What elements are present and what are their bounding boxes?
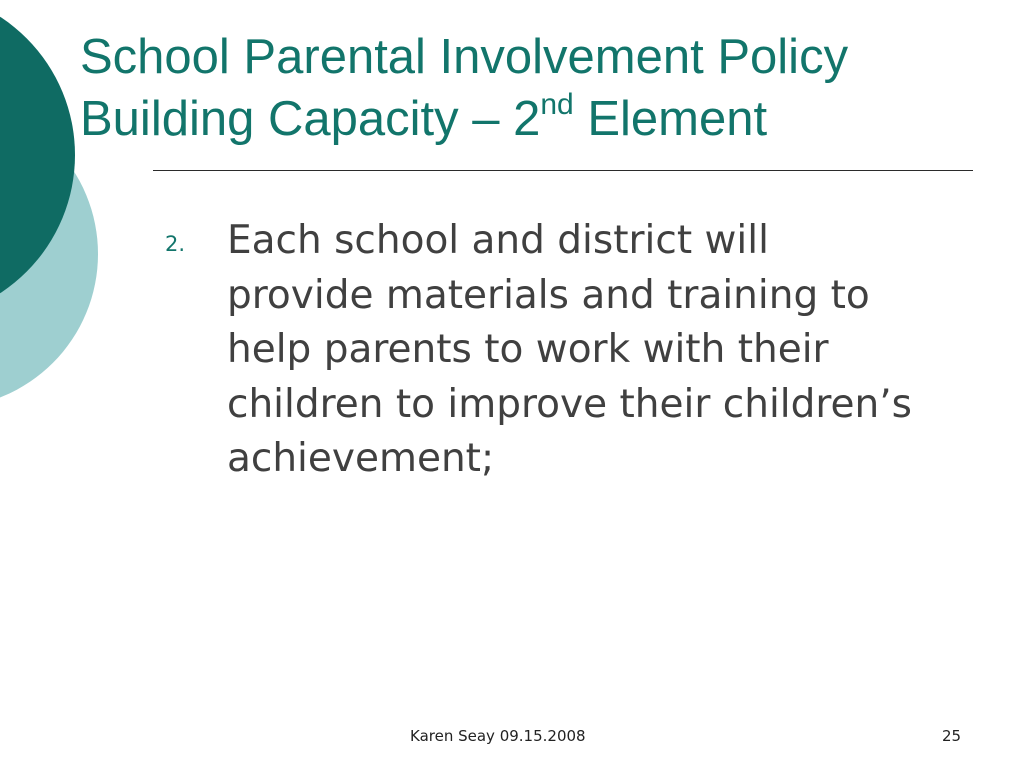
slide-title (80, 26, 1010, 150)
footer-text: Karen Seay 09.15.2008 (410, 727, 586, 745)
title-divider (153, 170, 973, 171)
title-line-2-prefix: Building Capacity – 2 (80, 92, 541, 146)
title-line-2 (80, 88, 1010, 150)
list-item-number: 2. (165, 232, 186, 256)
title-line-2-suffix: Element (573, 92, 768, 146)
title-line-1: School Parental Involvement Policy (80, 30, 849, 84)
title-superscript: nd (540, 87, 574, 121)
page-number: 25 (942, 727, 962, 745)
list-item-text: Each school and district will provide materials and training to help parents to work with their children to improve their children’s achievement; (227, 218, 912, 481)
